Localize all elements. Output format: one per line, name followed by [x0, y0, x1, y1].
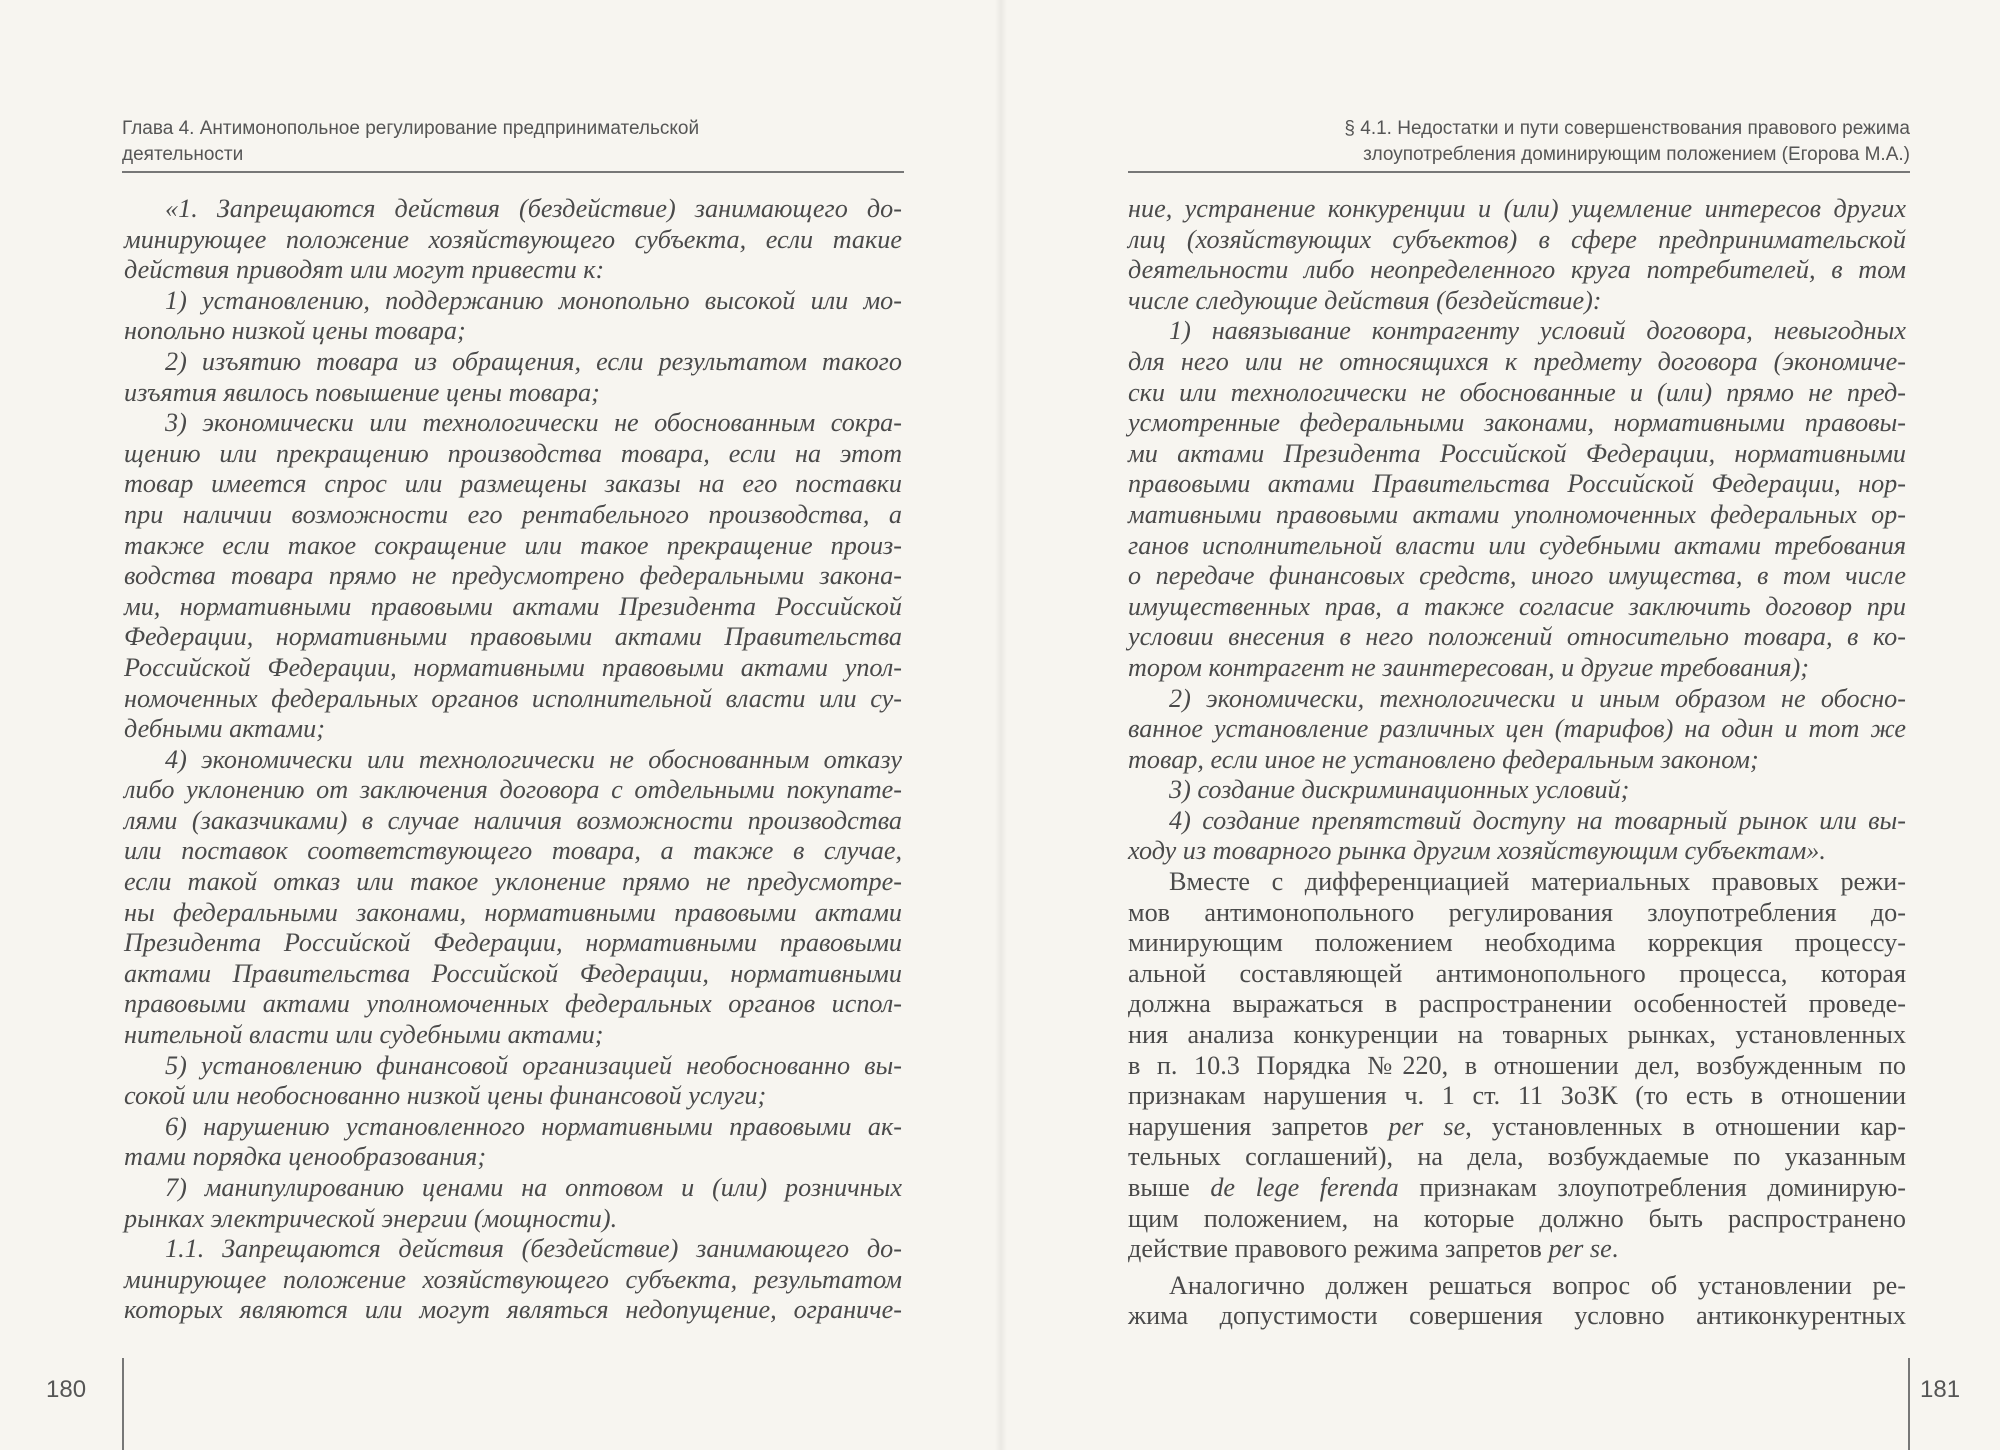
header-rule-right [1128, 171, 1910, 173]
text-line: 2) экономически, технологически и иным образом не обосно- [1169, 683, 1906, 713]
text-line: о передаче финансовых средств, иного имущества, в том числе [1128, 561, 1906, 591]
text-line: щению или прекращению производства товара, если на этот [124, 438, 902, 468]
text-line: правовыми актами Правительства Российской Федерации, нор- [1128, 469, 1906, 499]
running-head-right-line: § 4.1. Недостатки и пути совершенствования правового режима [1344, 118, 1910, 139]
running-head-left-line: Глава 4. Антимонопольное регулирование предпринимательской [122, 118, 700, 139]
text-line: ны федеральными законами, нормативными правовыми актами [124, 897, 902, 927]
text-line: мов антимонопольного регулирования злоупотребления до- [1128, 897, 1906, 927]
text-line: 3) создание дискриминационных условий; [1169, 775, 1630, 805]
text-line: товар имеется спрос или размещены заказы на его поставки [124, 469, 902, 499]
text-line: дебными актами; [124, 714, 325, 744]
text-line: 5) установлению финансовой организацией необоснованно вы- [165, 1050, 902, 1080]
text-segment: , установленных в отношении кар- [1465, 1111, 1906, 1141]
text-line: условии внесения в него положений относительно товара, в ко- [1128, 622, 1906, 652]
text-line: числе следующие действия (бездействие): [1128, 285, 1602, 315]
running-head-right [1128, 116, 1910, 168]
text-line: 1.1. Запрещаются действия (бездействие) занимающего до- [165, 1234, 902, 1264]
text-line: или поставок соответствующего товара, а также в случае, [124, 836, 902, 866]
text-line: тельных соглашений), на дела, возбуждаемые по указанным [1128, 1142, 1906, 1172]
text-line [1128, 1173, 1906, 1204]
text-line: действия приводят или могут привести к: [124, 255, 605, 285]
text-line [1128, 1112, 1906, 1143]
footer-rule-right [1908, 1358, 1910, 1450]
text-line: ми актами Президента Российской Федерации, нормативными [1128, 438, 1906, 468]
text-line: изъятия явилось повышение цены товара; [124, 377, 600, 407]
header-rule-left [122, 171, 904, 173]
text-line: ганов исполнительной власти или судебными актами требования [1128, 530, 1906, 560]
text-segment: действие правового режима запретов [1128, 1234, 1549, 1264]
text-line: номоченных федеральных органов исполнительной власти или су- [124, 683, 902, 713]
text-line: лями (заказчиками) в случае наличия возможности производства [124, 805, 902, 835]
text-line: 4) экономически или технологически не обоснованным отказу [165, 744, 902, 774]
text-line: признакам нарушения ч. 1 ст. 11 ЗоЗК (то есть в отношении [1128, 1081, 1906, 1111]
right-page-text [1128, 194, 1906, 1332]
text-segment: . [1611, 1234, 1619, 1264]
text-segment: нарушения запретов [1128, 1111, 1389, 1141]
text-line: 3) экономически или технологически не обоснованным сокра- [165, 408, 902, 438]
text-line: усмотренные федеральными законами, нормативными правовы- [1128, 408, 1906, 438]
latin-term: de lege ferenda [1210, 1173, 1399, 1202]
text-line: 6) нарушению установленного нормативными правовыми ак- [165, 1111, 902, 1141]
text-line: Федерации, нормативными правовыми актами Правительства [124, 622, 902, 652]
text-line: 1) установлению, поддержанию монопольно высокой или мо- [165, 285, 902, 315]
text-line: альной составляющей антимонопольного процесса, которая [1128, 958, 1906, 988]
text-line: мативными правовыми актами уполномоченных федеральных ор- [1128, 499, 1906, 529]
running-head-left-line: деятельности [122, 144, 244, 165]
text-line: щим положением, на которые должно быть распространено [1128, 1203, 1906, 1233]
text-line: рынках электрической энергии (мощности). [124, 1203, 618, 1233]
text-line: минирующим положением необходима коррекция процессу- [1128, 928, 1906, 958]
text-line: если такой отказ или такое уклонение прямо не предусмотре- [124, 867, 902, 897]
text-line: товар, если иное не установлено федеральным законом; [1128, 744, 1759, 774]
text-line: имущественных прав, а также согласие заключить договор при [1128, 591, 1906, 621]
running-head-right-line: злоупотребления доминирующим положением (Егорова М.А.) [1363, 144, 1910, 165]
text-line: 2) изъятию товара из обращения, если результатом такого [165, 346, 902, 376]
left-page-text [124, 194, 902, 1326]
latin-term: per se [1388, 1111, 1466, 1141]
page-number-right: 181 [1920, 1376, 1961, 1403]
text-line: тами порядка ценообразования; [124, 1142, 487, 1172]
page-number-left: 180 [46, 1376, 87, 1403]
text-line: водства товара прямо не предусмотрено федеральными законa- [124, 561, 902, 591]
latin-term: per se [1548, 1234, 1612, 1264]
text-line: либо уклонению от заключения договора с отдельными покупате- [124, 775, 902, 805]
text-line: деятельности либо неопределенного круга потребителей, в том [1128, 255, 1906, 285]
text-line [1128, 1234, 1906, 1265]
text-line: 7) манипулированию ценами на оптовом и (или) розничных [165, 1173, 902, 1202]
text-line: жима допустимости совершения условно антиконкурентных [1128, 1301, 1906, 1331]
book-gutter [995, 0, 1007, 1450]
text-line: сокой или необоснованно низкой цены финансовой услуги; [124, 1081, 767, 1111]
text-line: 4) создание препятствий доступу на товарный рынок или вы- [1169, 805, 1906, 835]
text-line: нительной власти или судебными актами; [124, 1020, 604, 1050]
text-line: лиц (хозяйствующих субъектов) в сфере предпринимательской [1128, 224, 1906, 254]
text-line: ние, устранение конкуренции и (или) ущемление интересов других [1128, 194, 1906, 223]
text-line: «1. Запрещаются действия (бездействие) занимающего до- [165, 194, 902, 223]
text-line: минирующее положение хозяйствующего субъекта, если такие [124, 224, 902, 254]
text-line: Аналогично должен решаться вопрос об установлении ре- [1169, 1270, 1906, 1300]
text-segment: признакам злоупотребления доминирую- [1398, 1173, 1907, 1202]
text-line: тором контрагент не заинтересован, и другие требования); [1128, 652, 1810, 682]
text-line: ски или технологически не обоснованные и (или) прямо не пред- [1128, 377, 1906, 407]
text-line: должна выражаться в распространении особенностей проведе- [1128, 989, 1906, 1019]
text-line: при наличии возможности его рентабельного производства, а [124, 499, 902, 529]
text-line: ходу из товарного рынка другим хозяйствующим субъектам». [1128, 836, 1826, 866]
text-line: для него или не относящихся к предмету договора (экономиче- [1128, 346, 1906, 376]
text-line: минирующее положение хозяйствующего субъекта, результатом [124, 1264, 902, 1294]
running-head-left [122, 116, 902, 168]
text-line: правовыми актами уполномоченных федеральных органов испол- [124, 989, 902, 1019]
text-line: ванное установление различных цен (тарифов) на один и тот же [1128, 714, 1906, 744]
text-line: нопольно низкой цены товара; [124, 316, 466, 346]
text-line: ния анализа конкуренции на товарных рынках, установленных [1128, 1020, 1906, 1050]
text-line: актами Правительства Российской Федерации, нормативными [124, 958, 902, 988]
text-line: в п. 10.3 Порядка №220, в отношении дел, возбужденным по [1128, 1050, 1906, 1080]
footer-rule-left [122, 1358, 124, 1450]
text-line: также если такое сокращение или такое прекращение произ- [124, 530, 902, 560]
text-line: 1) навязывание контрагенту условий договора, невыгодных [1169, 316, 1906, 346]
text-line: Российской Федерации, нормативными правовыми актами упол- [124, 652, 902, 682]
text-line: которых являются или могут являться недопущение, ограниче- [124, 1295, 902, 1325]
text-line: Президента Российской Федерации, нормативными правовыми [124, 928, 902, 958]
text-line: Вместе с дифференциацией материальных правовых режи- [1169, 867, 1906, 897]
text-line: ми, нормативными правовыми актами Президента Российской [124, 591, 902, 621]
text-segment: выше [1128, 1173, 1211, 1202]
